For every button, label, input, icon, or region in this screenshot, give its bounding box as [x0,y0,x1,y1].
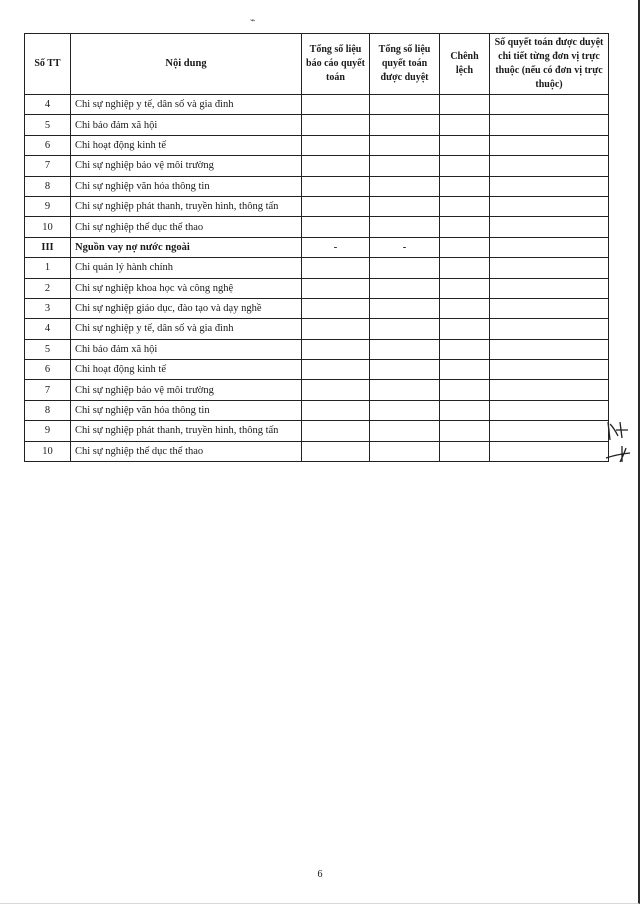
row-reported [302,156,370,176]
table-row [25,135,609,155]
budget-settlement-table [24,33,609,462]
row-stt: 3 [25,298,71,318]
header-units: Số quyết toán được duyệt chi tiết từng đơn vị trực thuộc (nếu có đơn vị trực thuộc) [490,34,609,95]
row-content: Chi sự nghiệp văn hóa thông tin [71,400,302,420]
row-content: Chi sự nghiệp khoa học và công nghệ [71,278,302,298]
table-row [25,176,609,196]
row-stt: 2 [25,278,71,298]
row-units [490,319,609,339]
row-reported [302,339,370,359]
row-approved [370,400,440,420]
row-content: Chi sự nghiệp thể dục thể thao [71,441,302,461]
header-content: Nội dung [71,34,302,95]
row-content: Chi hoạt động kinh tế [71,360,302,380]
row-approved [370,156,440,176]
row-approved [370,258,440,278]
row-stt: 1 [25,258,71,278]
row-units [490,95,609,115]
row-approved [370,380,440,400]
row-approved [370,441,440,461]
row-stt: 10 [25,217,71,237]
row-content: Chi sự nghiệp phát thanh, truyền hình, thông tấn [71,421,302,441]
row-approved [370,360,440,380]
table-row [25,360,609,380]
table-row [25,217,609,237]
row-reported [302,360,370,380]
row-units [490,441,609,461]
row-stt: 4 [25,319,71,339]
header-approved: Tổng số liệu quyết toán được duyệt [370,34,440,95]
row-content: Chi sự nghiệp y tế, dân số và gia đình [71,95,302,115]
row-reported [302,176,370,196]
header-difference: Chênh lệch [440,34,490,95]
row-content: Chi sự nghiệp bảo vệ môi trường [71,380,302,400]
table-row [25,319,609,339]
row-difference [440,319,490,339]
header-stt: Số TT [25,34,71,95]
table-row [25,237,609,257]
row-difference [440,258,490,278]
row-stt: 5 [25,339,71,359]
table-row [25,115,609,135]
row-difference [440,360,490,380]
table-row [25,156,609,176]
row-difference [440,421,490,441]
row-units [490,421,609,441]
row-difference [440,196,490,216]
row-difference [440,95,490,115]
row-reported: - [302,237,370,257]
row-reported [302,278,370,298]
page-number: 6 [317,869,323,880]
row-stt: 7 [25,380,71,400]
row-approved [370,115,440,135]
row-approved [370,298,440,318]
row-units [490,298,609,318]
row-stt: 9 [25,421,71,441]
row-stt: 8 [25,400,71,420]
row-difference [440,237,490,257]
row-reported [302,441,370,461]
row-difference [440,176,490,196]
row-difference [440,115,490,135]
row-approved [370,421,440,441]
row-stt: 7 [25,156,71,176]
row-difference [440,380,490,400]
table-row [25,421,609,441]
table-row [25,196,609,216]
table-row [25,380,609,400]
row-content: Chi bảo đảm xã hội [71,339,302,359]
row-units [490,135,609,155]
row-units [490,196,609,216]
row-units [490,400,609,420]
row-approved [370,217,440,237]
row-units [490,360,609,380]
row-reported [302,196,370,216]
row-difference [440,217,490,237]
row-approved [370,196,440,216]
row-difference [440,298,490,318]
row-difference [440,135,490,155]
row-units [490,156,609,176]
row-content: Chi quản lý hành chính [71,258,302,278]
row-units [490,258,609,278]
row-stt: 10 [25,441,71,461]
row-reported [302,400,370,420]
row-units [490,237,609,257]
row-units [490,115,609,135]
table-row [25,441,609,461]
row-stt: 8 [25,176,71,196]
row-reported [302,421,370,441]
row-approved [370,278,440,298]
row-difference [440,400,490,420]
row-approved [370,135,440,155]
row-difference [440,278,490,298]
row-units [490,176,609,196]
row-difference [440,441,490,461]
row-reported [302,258,370,278]
row-reported [302,217,370,237]
table-row [25,298,609,318]
row-reported [302,95,370,115]
row-approved [370,319,440,339]
row-content: Chi sự nghiệp phát thanh, truyền hình, thông tấn [71,196,302,216]
row-reported [302,135,370,155]
row-content: Nguồn vay nợ nước ngoài [71,237,302,257]
row-content: Chi hoạt động kinh tế [71,135,302,155]
row-approved [370,339,440,359]
row-difference [440,156,490,176]
row-content: Chi sự nghiệp bảo vệ môi trường [71,156,302,176]
row-stt: 4 [25,95,71,115]
row-reported [302,319,370,339]
row-content: Chi sự nghiệp giáo dục, đào tạo và dạy nghề [71,298,302,318]
table-header-row [25,34,609,95]
table-row [25,278,609,298]
row-stt: III [25,237,71,257]
table-body [25,95,609,462]
row-stt: 6 [25,360,71,380]
row-content: Chi bảo đảm xã hội [71,115,302,135]
row-content: Chi sự nghiệp thể dục thể thao [71,217,302,237]
row-reported [302,380,370,400]
table-row [25,400,609,420]
row-reported [302,298,370,318]
header-reported: Tổng số liệu báo cáo quyết toán [302,34,370,95]
row-units [490,217,609,237]
row-stt: 5 [25,115,71,135]
row-units [490,339,609,359]
row-stt: 6 [25,135,71,155]
row-content: Chi sự nghiệp y tế, dân số và gia đình [71,319,302,339]
scan-mark: ⌁ [250,16,256,26]
handwritten-initials [600,418,636,466]
row-units [490,278,609,298]
row-reported [302,115,370,135]
row-approved [370,95,440,115]
table-row [25,339,609,359]
row-approved: - [370,237,440,257]
row-approved [370,176,440,196]
row-stt: 9 [25,196,71,216]
row-difference [440,339,490,359]
table-row [25,258,609,278]
table-row [25,95,609,115]
row-units [490,380,609,400]
row-content: Chi sự nghiệp văn hóa thông tin [71,176,302,196]
